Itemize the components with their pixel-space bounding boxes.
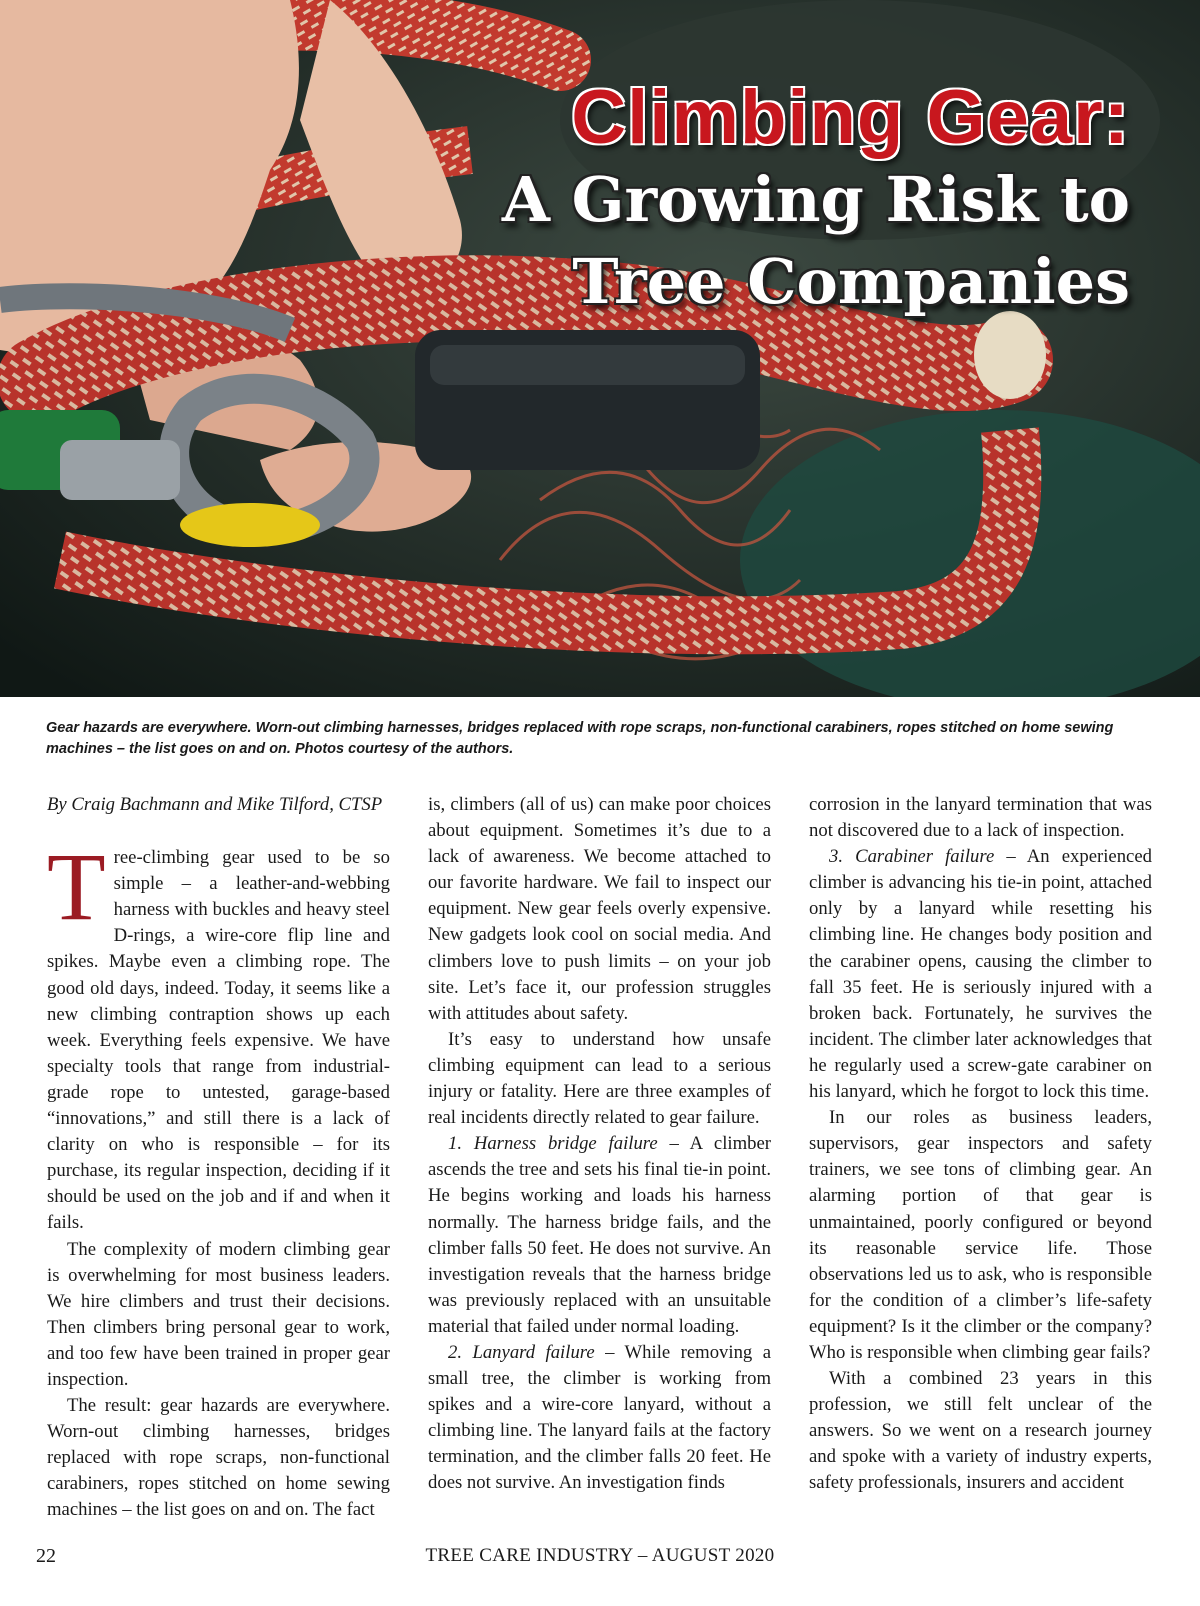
incident-label: 3. Carabiner failure bbox=[829, 846, 995, 868]
photo-caption: Gear hazards are everywhere. Worn-out climbing harnesses, bridges replaced with rope scraps, non-functional carabiners, ropes stitched on home sewing machines – the list goes on and on. Photos courtesy of the authors. bbox=[46, 720, 1114, 757]
article-paragraph: In our roles as business leaders, supervisors, gear inspectors and safety trainers, we see tons of climbing gear. An alarming portion of that gear is unmaintained, poorly configured or beyond its reasonable service life. Those observations led us to ask, who is responsible for the condition of a climber’s life-safety equipment? Is it the climber or the company? Who is responsible when climbing gear fails? bbox=[809, 1107, 1152, 1363]
article-paragraph: The complexity of modern climbing gear is overwhelming for most business leaders. We hire climbers and trust their decisions. Then climbers bring personal gear to work, and too few have been trained in proper gear inspection. bbox=[47, 1238, 390, 1390]
paragraph-text: – A climber ascends the tree and sets his final tie-in point. He begins working and loads his harness normally. The harness bridge fails, and the climber falls 50 feet. He does not survive. An investigation reveals that the harness bridge was previously replaced with an unsuitable material that failed under normal loading. bbox=[428, 1133, 771, 1337]
article-paragraph: is, climbers (all of us) can make poor choices about equipment. Sometimes it’s due to a lack of awareness. We become attached to our favorite hardware. We fail to inspect our equipment. New gear feels overly expensive. New gadgets look cool on social media. And climbers love to push limits – on your job site. Let’s face it, our profession struggles with attitudes about safety. bbox=[428, 794, 771, 1024]
incident-label: 1. Harness bridge failure bbox=[448, 1133, 658, 1155]
headline-line-1: Climbing Gear: bbox=[571, 75, 1130, 160]
byline: By Craig Bachmann and Mike Tilford, CTSP bbox=[47, 794, 383, 815]
headline-line-3: Tree Companies bbox=[572, 244, 1130, 318]
article-paragraph: With a combined 23 years in this profession, we still felt unclear of the answers. So we went on a research journey and spoke with a variety of industry experts, safety professionals, insurers and accident bbox=[809, 1368, 1152, 1494]
hero-photo bbox=[0, 0, 1200, 697]
paragraph-text: – While removing a small tree, the climber is working from spikes and a wire-core lanyard, without a climbing line. The lanyard fails at the factory termination, and the climber falls 20 feet. He does not survive. An investigation finds bbox=[428, 1341, 771, 1494]
article-paragraph bbox=[47, 833, 390, 1236]
article-paragraph: The result: gear hazards are everywhere. Worn-out climbing harnesses, bridges replaced with rope scraps, non-functional carabiners, ropes stitched on home sewing machines – the list goes on and on. The fact bbox=[47, 1395, 390, 1521]
page-number: 22 bbox=[36, 1545, 56, 1567]
article-column-3 bbox=[809, 792, 1152, 1497]
paragraph-text: – An experienced climber is advancing his tie-in point, attached only by a lanyard while resetting his climbing line. He changes body position and the carabiner opens, causing the climber to fall 35 feet. He is seriously injured with a broken back. Fortunately, he survives the incident. The climber later acknowledges that he regularly used a screw-gate carabiner on his lanyard, which he forgot to lock this time. bbox=[809, 846, 1152, 1103]
headline bbox=[501, 75, 1130, 319]
drop-cap: T bbox=[47, 833, 106, 941]
incident-label: 2. Lanyard failure bbox=[448, 1341, 595, 1363]
article-paragraph: corrosion in the lanyard termination that was not discovered due to a lack of inspection. bbox=[809, 794, 1152, 842]
running-footer: TREE CARE INDUSTRY – AUGUST 2020 bbox=[425, 1545, 775, 1566]
article-column-1 bbox=[47, 792, 390, 1524]
article-paragraph bbox=[809, 844, 1152, 1105]
headline-line-2: A Growing Risk to bbox=[501, 163, 1130, 236]
article-paragraph bbox=[428, 1340, 771, 1497]
article-paragraph: It’s easy to understand how unsafe climbing equipment can lead to a serious injury or fatality. Here are three examples of real incidents directly related to gear failure. bbox=[428, 1028, 771, 1129]
paragraph-text: ree-climbing gear used to be so simple – a leather-and-webbing harness with buckles and heavy steel D-rings, a wire-core flip line and spikes. Maybe even a climbing rope. The good old days, indeed. Today, it seems like a new climbing contraption shows up each week. Everything feels expensive. We have specialty tools that range from industrial-grade rope to untested, garage-based “innovations,” and still there is a lack of clarity on who is responsible – for its purchase, its regular inspection, deciding if it should be used on the job and if and when it fails. bbox=[47, 847, 390, 1234]
article-column-2 bbox=[428, 792, 771, 1497]
article-paragraph bbox=[428, 1131, 771, 1340]
